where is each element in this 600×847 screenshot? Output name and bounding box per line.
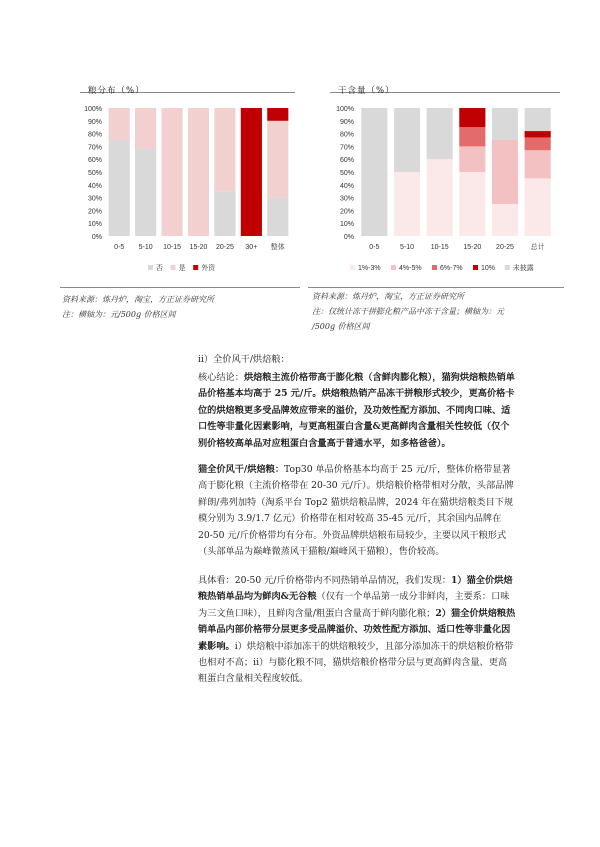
note-line: 注：横轴为：元/500g 价格区间	[62, 310, 176, 319]
detail-t1: （仅有一个单品第一成分非鲜肉，主要系：口味为三文鱼口味），且鲜肉含量/粗蛋白含量高于鲜肉膨化粮；	[198, 591, 510, 619]
y-tick-label: 10%	[339, 221, 354, 229]
y-tick-label: 20%	[87, 208, 102, 216]
x-tick-label: 总计	[530, 244, 545, 251]
bar-segment	[135, 149, 156, 236]
source-note-right	[312, 289, 567, 334]
y-tick-label: 40%	[339, 182, 354, 190]
bar-segment	[525, 108, 551, 131]
legend-label: 1%-3%	[358, 265, 381, 272]
legend-label: 6%-7%	[440, 265, 463, 272]
bar-segment	[162, 108, 183, 236]
x-tick-label: 0-5	[114, 244, 125, 251]
y-tick-label: 50%	[87, 170, 102, 177]
legend-swatch	[391, 265, 396, 270]
source-note-left	[62, 292, 302, 322]
section-heading: ii）全价风干/烘焙粮：	[198, 354, 290, 365]
bar-segment	[109, 108, 130, 140]
bar-segment	[109, 140, 130, 236]
source-divider-left	[60, 287, 300, 288]
y-tick-label: 60%	[87, 157, 102, 165]
x-tick-label: 整体	[270, 244, 285, 251]
bar-segment	[459, 172, 485, 236]
legend-swatch	[432, 265, 437, 270]
freeze-dry-content-chart	[330, 74, 560, 289]
x-tick-label: 30+	[245, 244, 258, 251]
price-distribution-chart	[80, 74, 295, 289]
source-divider-right	[308, 287, 564, 288]
bar-segment	[188, 108, 209, 236]
cat-paragraph	[198, 462, 516, 560]
y-tick-label: 20%	[339, 208, 354, 216]
source-line: 资料来源：炼丹炉，淘宝，方正证券研究所	[312, 292, 464, 301]
bar-segment	[492, 108, 518, 140]
bar-segment	[427, 108, 453, 159]
detail-t2: i）烘焙粮中添加冻干的烘焙粮较少，且部分添加冻干的烘焙粮价格带也相对不高；ii）与膨化粮不同，猫烘焙粮价格带分层与更高鲜肉含量、更高粗蛋白含量相关程度较低。	[198, 640, 514, 685]
x-tick-label: 10-15	[163, 244, 182, 251]
y-tick-label: 40%	[87, 182, 102, 190]
chart-svg	[330, 104, 560, 309]
y-tick-label: 70%	[87, 144, 102, 152]
bar-segment	[394, 172, 420, 236]
bar-segment	[214, 191, 235, 236]
x-tick-label: 10-15	[430, 244, 449, 251]
bar-segment	[459, 146, 485, 172]
legend-swatch	[148, 265, 153, 270]
bar-segment	[135, 108, 156, 149]
bar-segment	[241, 108, 262, 236]
bar-segment	[267, 108, 288, 121]
bar-segment	[525, 137, 551, 150]
note-line: 注：仅统计冻干拼膨化粮产品中冻干含量；横轴为：元	[312, 307, 504, 316]
detail-paragraph	[198, 573, 516, 688]
bar-segment	[214, 108, 235, 191]
x-tick-label: 0-5	[369, 244, 380, 251]
legend-swatch	[350, 265, 355, 270]
legend-swatch	[193, 265, 198, 270]
detail-b1: 1）猫全价烘焙粮热销单品均为鲜肉&无谷粮	[198, 575, 513, 603]
y-tick-label: 90%	[339, 118, 354, 126]
x-tick-label: 20-25	[215, 244, 234, 251]
x-tick-label: 20-25	[496, 244, 514, 251]
core-text: 烘焙粮主流价格带高于膨化粮（含鲜肉膨化粮），猫狗烘焙粮热销单品价格基本均高于 25 元/斤。烘焙粮热销产品冻干拼粮形式较少，更高价格卡位的烘焙粮更多受品牌效应带来的溢价，及功效性配方添加、不同肉口味、适口性等非量化因素影响，与更高粗蛋白含量&更高鲜肉含量相关性较低（仅个别价格较高单品对应粗蛋白含量高于普通水平，如多格爸爸）。	[198, 372, 515, 449]
y-tick-label: 60%	[339, 157, 354, 165]
bar-segment	[267, 121, 288, 198]
detail-prefix: 具体看：20-50 元/斤价格带内不同热销单品情况，我们发现：	[198, 575, 452, 586]
bar-segment	[427, 159, 453, 236]
cat-text: Top30 单品价格基本均高于 25 元/斤，整体价格带显著高于膨化粮（主流价格带在 20-30 元/斤）。烘焙粮价格带相对分散，头部品牌鲜朗/弗列加特（淘系平台 Top2 猫烘焙粮品牌，2024 年在猫烘焙粮类目下规模分别为 3.9/1.7 亿元）价格带在相对较高 35-45 元/斤，其余国内品牌在 20-50 元/斤价格带均有分布。外资品牌烘焙粮布局较少，主要以风干粮形式（头部单品为巅峰微蒸风干猫粮/巅峰风干猫粮），售价较高。	[198, 464, 514, 558]
bar-segment	[525, 178, 551, 236]
y-tick-label: 70%	[339, 144, 354, 152]
article-heading	[198, 352, 516, 368]
y-tick-label: 0%	[343, 234, 354, 241]
y-tick-label: 0%	[91, 234, 102, 241]
cat-label: 猫全价风干/烘焙粮：	[198, 464, 285, 475]
bar-segment	[492, 140, 518, 204]
legend-label: 10%	[481, 265, 496, 272]
x-tick-label: 15-20	[463, 244, 482, 251]
core-label: 核心结论：	[198, 372, 244, 383]
y-tick-label: 90%	[87, 118, 102, 126]
bar-segment	[394, 108, 420, 172]
note-line: /500g 价格区间	[312, 322, 370, 331]
chart-svg	[80, 104, 295, 309]
y-tick-label: 10%	[87, 221, 102, 229]
legend-label: 外资	[201, 265, 216, 272]
legend-swatch	[473, 265, 478, 270]
x-tick-label: 5-10	[399, 244, 415, 251]
y-tick-label: 80%	[339, 131, 354, 139]
bar-segment	[267, 198, 288, 236]
x-tick-label: 15-20	[189, 244, 208, 251]
legend-label: 否	[156, 265, 163, 272]
y-tick-label: 100%	[336, 106, 354, 113]
legend-label: 是	[178, 265, 186, 272]
core-conclusion	[198, 370, 516, 452]
legend-label: 4%-5%	[399, 265, 422, 272]
y-tick-label: 50%	[339, 170, 354, 177]
y-tick-label: 30%	[87, 195, 102, 203]
chart-title: 粮分布（%）	[88, 86, 145, 96]
bar-segment	[492, 204, 518, 236]
y-tick-label: 30%	[339, 195, 354, 203]
legend-swatch	[505, 265, 510, 270]
bar-segment	[459, 127, 485, 146]
bar-segment	[525, 131, 551, 137]
bar-segment	[525, 150, 551, 178]
detail-b2: 2）猫全价烘焙粮热销单品内部价格带分层更多受品牌溢价、功效性配方添加、适口性等非量化因素影响。	[198, 607, 516, 652]
bar-segment	[459, 108, 485, 127]
x-tick-label: 5-10	[138, 244, 153, 251]
source-line: 资料来源：炼丹炉，淘宝，方正证券研究所	[62, 295, 214, 304]
bar-segment	[361, 108, 387, 236]
legend-label: 未披露	[512, 265, 534, 272]
chart-title: 干含量（%）	[338, 86, 395, 96]
legend-swatch	[171, 265, 176, 270]
y-tick-label: 100%	[84, 106, 102, 113]
y-tick-label: 80%	[87, 131, 102, 139]
